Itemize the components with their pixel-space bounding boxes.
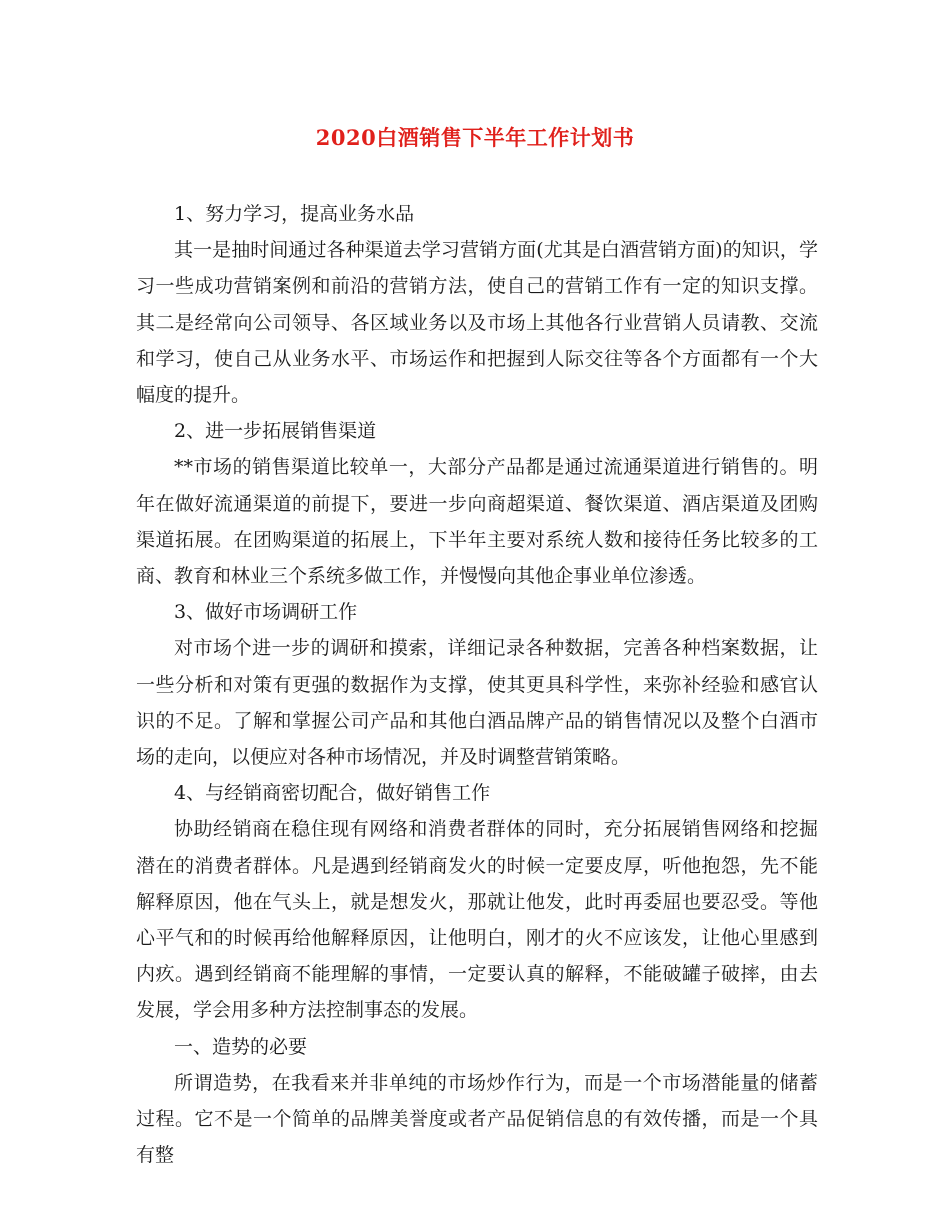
paragraph-1: 其一是抽时间通过各种渠道去学习营销方面(尤其是白酒营销方面)的知识，学习一些成功营销案例和前沿的营销方法，使自己的营销工作有一定的知识支撑。其二是经常向公司领导、各区域业务以及市场上其他各行业营销人员请教、交流和学习，使自己从业务水平、市场运作和把握到人际交往等各个方面都有一个大幅度的提升。 [136, 239, 818, 407]
section-heading-1: 1、努力学习，提高业务水品 [174, 203, 415, 225]
section-heading-2: 2、进一步拓展销售渠道 [174, 420, 377, 443]
paragraph-4: 协助经销商在稳住现有网络和消费者群体的同时，充分拓展销售网络和挖掘潜在的消费者群体。凡是遇到经销商发火的时候一定要皮厚，听他抱怨，先不能解释原因，他在气头上，就是想发火，那就让他发，此时再委屈也要忍受。等他心平气和的时候再给他解释原因，让他明白，刚才的火不应该发，让他心里感到内疚。遇到经销商不能理解的事情，一定要认真的解释，不能破罐子破摔，由去发展，学会用多种方法控制事态的发展。 [136, 818, 818, 1022]
section-heading-3: 3、做好市场调研工作 [174, 601, 358, 624]
paragraph-2: **市场的销售渠道比较单一，大部分产品都是通过流通渠道进行销售的。明年在做好流通渠道的前提下，要进一步向商超渠道、餐饮渠道、酒店渠道及团购渠道拓展。在团购渠道的拓展上，下半年主要对系统人数和接待任务比较多的工商、教育和林业三个系统多做工作，并慢慢向其他企事业单位渗透。 [136, 456, 818, 588]
document-body [136, 196, 818, 1173]
paragraph-3: 对市场个进一步的调研和摸索，详细记录各种数据，完善各种档案数据，让一些分析和对策有更强的数据作为支撑，使其更具科学性，来弥补经验和感官认识的不足。了解和掌握公司产品和其他白酒品牌产品的销售情况以及整个白酒市场的走向，以便应对各种市场情况，并及时调整营销策略。 [136, 637, 818, 769]
paragraph-5: 所谓造势，在我看来并非单纯的市场炒作行为，而是一个市场潜能量的储蓄过程。它不是一个简单的品牌美誉度或者产品促销信息的有效传播，而是一个具有整 [136, 1071, 818, 1167]
section-heading-4: 4、与经销商密切配合，做好销售工作 [174, 782, 491, 805]
document-title: 2020白酒销售下半年工作计划书 [315, 125, 635, 150]
section-heading-5: 一、造势的必要 [174, 1035, 308, 1058]
